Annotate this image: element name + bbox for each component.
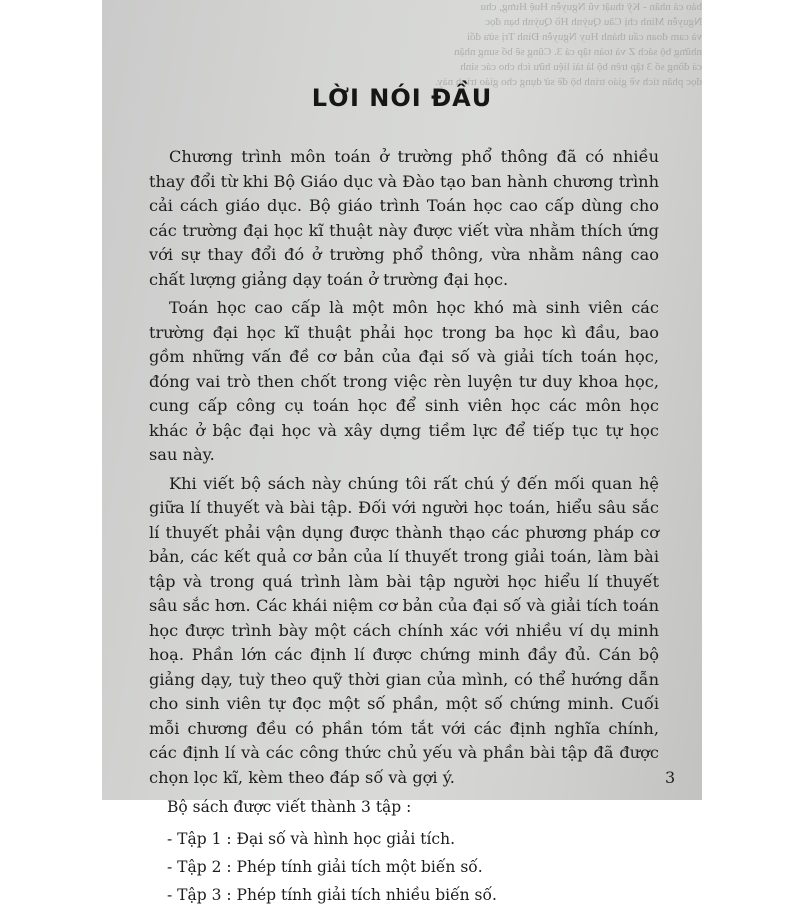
bleed-line: đọc phân tích về giáo trình bộ đề sử dụng cho giáo trình này. [435, 76, 702, 88]
volume-item: - Tập 2 : Phép tính giải tích một biến số. [167, 858, 483, 876]
paragraph: Khi viết bộ sách này chúng tôi rất chú ý đến mối quan hệ giữa lí thuyết và bài tập. Đối với người học toán, hiểu sâu sắc lí thuyết phải vận dụng được thành thạo các phương pháp cơ bản, các kết quả cơ bản của lí thuyết trong giải toán, làm bài tập và trong quá trình làm bài tập người học hiểu lí thuyết sâu sắc hơn. Các khái niệm cơ bản của đại số và giải tích toán học được trình bày một cách chính xác với nhiều ví dụ minh hoạ. Phần lớn các định lí được chứng minh đầy đủ. Cán bộ giảng dạy, tuỳ theo quỹ thời gian của mình, có thể hướng dẫn cho sinh viên tự đọc một số phần, một số chứng minh. Cuối mỗi chương đều có phần tóm tắt với các định nghĩa chính, các định lí và các công thức chủ yếu và phần bài tập đã được chọn lọc kĩ, kèm theo đáp số và gợi ý. [149, 473, 659, 787]
bleed-line: những bộ sách Z và toàn tập cả 3. Cũng sẽ bổ sung nhận [454, 46, 702, 58]
page-number: 3 [665, 768, 676, 787]
volume-item: - Tập 3 : Phép tính giải tích nhiều biến số. [167, 886, 497, 904]
bleed-line: bảo cá nhân - Kỹ thuật vũ Nguyễn Huệ Hưng, chu [480, 1, 702, 13]
bleed-line: Nguyễn Minh chị Câu Quỳnh Hồ Quỳnh bạn đọc [485, 16, 702, 28]
page-title: LỜI NÓI ĐẦU [311, 84, 493, 112]
body-text [149, 145, 659, 909]
volumes-intro: Bộ sách được viết thành 3 tập : [167, 798, 412, 816]
paragraph: Toán học cao cấp là một môn học khó mà sinh viên các trường đại học kĩ thuật phải học trong ba học kì đầu, bao gồm những vấn đề cơ bản của đại số và giải tích toán học, đóng vai trò then chốt trong việc rèn luyện tư duy khoa học, cung cấp công cụ toán học để sinh viên học các môn học khác ở bậc đại học và xây dựng tiềm lực để tiếp tục tự học sau này. [149, 298, 659, 464]
paragraph: Chương trình môn toán ở trường phổ thông đã có nhiều thay đổi từ khi Bộ Giáo dục và Đào tạo ban hành chương trình cải cách giáo dục. Bộ giáo trình Toán học cao cấp dùng cho các trường đại học kĩ thuật này được viết vừa nhằm thích ứng với sự thay đổi đó ở trường phổ thông, vừa nhằm nâng cao chất lượng giảng dạy toán ở trường đại học. [149, 147, 659, 289]
volume-item: - Tập 1 : Đại số và hình học giải tích. [167, 830, 455, 848]
volume-list [149, 825, 659, 909]
book-page [102, 0, 702, 904]
bleed-line: và cam đoan cấu thành Huy Nguyễn Đình Trị sửa đổi [466, 31, 702, 43]
bleed-line: cả đồng số 3 tập trên bộ là tài liệu hữu ích cho các sinh [460, 61, 702, 73]
bleed-through-text [432, 0, 702, 135]
